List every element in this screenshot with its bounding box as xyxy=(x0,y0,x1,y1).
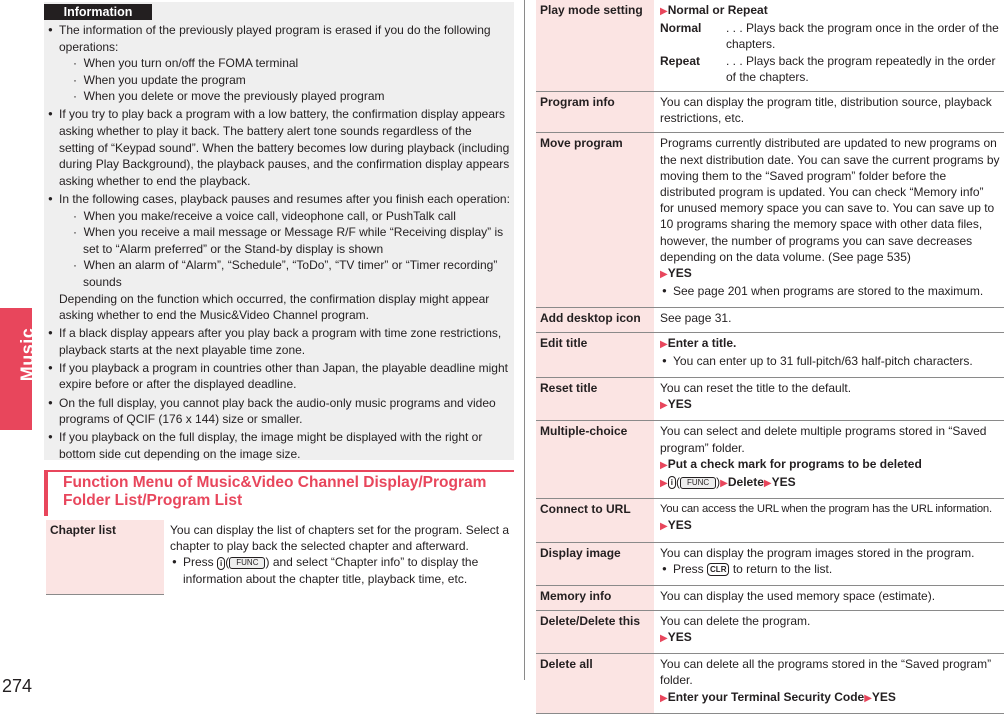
side-tab-label: Music xyxy=(17,327,38,382)
table-row: Add desktop icon See page 31. xyxy=(536,307,1004,332)
table-row: Edit title ▶Enter a title. ● You can enter up to 31 full-pitch/63 half-pitch characters. xyxy=(536,333,1004,378)
table-row xyxy=(46,520,514,594)
right-function-table xyxy=(536,0,1004,714)
side-tab xyxy=(0,308,38,430)
info-bullet: ● On the full display, you cannot play back the audio-only music programs and video programs of QCIF (176 x 144) size or smaller. xyxy=(46,395,510,428)
information-label: Information xyxy=(44,4,152,20)
info-bullet: ● In the following cases, playback pauses and resumes after you finish each operation: · When you make/receive a voice call, videophone call, or PushTalk call · When you receive a mail message or Message R/F while “Receiving display” is set to “Alarm preferred” or the Stand-by display is shown · When an alarm of “Alarm”, “Schedule”, “ToDo”, “TV timer” or “Timer recording” sounds Depending on the function which occurred, the confirmation display might appear asking whether to end the Music&Video Channel program. xyxy=(46,191,510,324)
clr-key-icon: CLR xyxy=(707,563,729,576)
column-divider xyxy=(524,0,525,680)
info-bullet: ● If you playback on the full display, the image might be displayed with the right or bottom side cut depending on the image size. xyxy=(46,429,510,462)
table-row: Connect to URL You can access the URL when the program has the URL information. ▶YES xyxy=(536,499,1004,542)
left-function-table xyxy=(46,520,514,595)
table-row: Move program Programs currently distributed are updated to new programs on the next distribution date. You can save the current programs by moving them to the “Saved program” folder before the distributed program is updated. You can check “Memory info” for unused memory space you can save to. You can save up to 10 programs sharing the memory space with other data files, however, the number of programs you can save decreases depending on the data volume. (See page 535) ▶YES ● See page 201 when programs are stored to the maximum. xyxy=(536,133,1004,308)
table-row: Delete all You can delete all the programs stored in the “Saved program” folder. ▶Enter your Terminal Security Code▶YES xyxy=(536,654,1004,714)
info-bullet: ● If you playback a program in countries other than Japan, the playable deadline might expire before or after the displayed deadline. xyxy=(46,360,510,393)
page-number: 274 xyxy=(2,676,33,696)
i-key-icon: i xyxy=(668,476,676,489)
table-row: Delete/Delete this You can delete the program. ▶YES xyxy=(536,610,1004,653)
table-row: Reset title You can reset the title to the default. ▶YES xyxy=(536,378,1004,421)
table-row: Display image You can display the program images stored in the program. ● Press CLR to return to the list. xyxy=(536,542,1004,585)
row-desc: You can display the list of chapters set for the program. Select a chapter to play back the selected chapter and afterward. ● Press i ( FUNC ) and select “Chapter info” to display the information about the chapter title, playback time, etc. xyxy=(164,520,514,594)
info-bullet: ● If you try to play back a program with a low battery, the confirmation display appears asking whether to play it back. The battery alert tone sounds regardless of the setting of “Keypad sound”. When the battery becomes low during playback (including during Play Background), the playback pauses, and the confirmation display appears asking whether to end the playback. xyxy=(46,106,510,189)
func-key-icon: FUNC xyxy=(229,557,265,569)
i-key-icon: i xyxy=(217,557,225,570)
table-row: Memory info You can display the used memory space (estimate). xyxy=(536,585,1004,610)
table-row: Play mode setting ▶Normal or Repeat Normal . . . Plays back the program once in the order of the chapters. Repeat . . . Plays back the program repeatedly in the order of the chapters. xyxy=(536,0,1004,92)
table-row: Multiple-choice You can select and delete multiple programs stored in “Saved program” folder. ▶Put a check mark for programs to be deleted ▶ i ( FUNC )▶Delete▶YES xyxy=(536,421,1004,499)
section-title: Function Menu of Music&Video Channel Display/Program Folder List/Program List xyxy=(63,474,487,509)
func-key-icon: FUNC xyxy=(680,477,716,489)
info-bullet: ● If a black display appears after you play back a program with time zone restrictions, playback starts at the next playable time zone. xyxy=(46,325,510,358)
row-key: Chapter list xyxy=(46,520,164,594)
section-header xyxy=(44,470,514,516)
information-text xyxy=(46,22,510,464)
info-bullet: ● The information of the previously played program is erased if you do the following operations: · When you turn on/off the FOMA terminal · When you update the program · When you delete or move the previously played program xyxy=(46,22,510,105)
table-row: Program info You can display the program title, distribution source, playback restrictions, etc. xyxy=(536,92,1004,133)
